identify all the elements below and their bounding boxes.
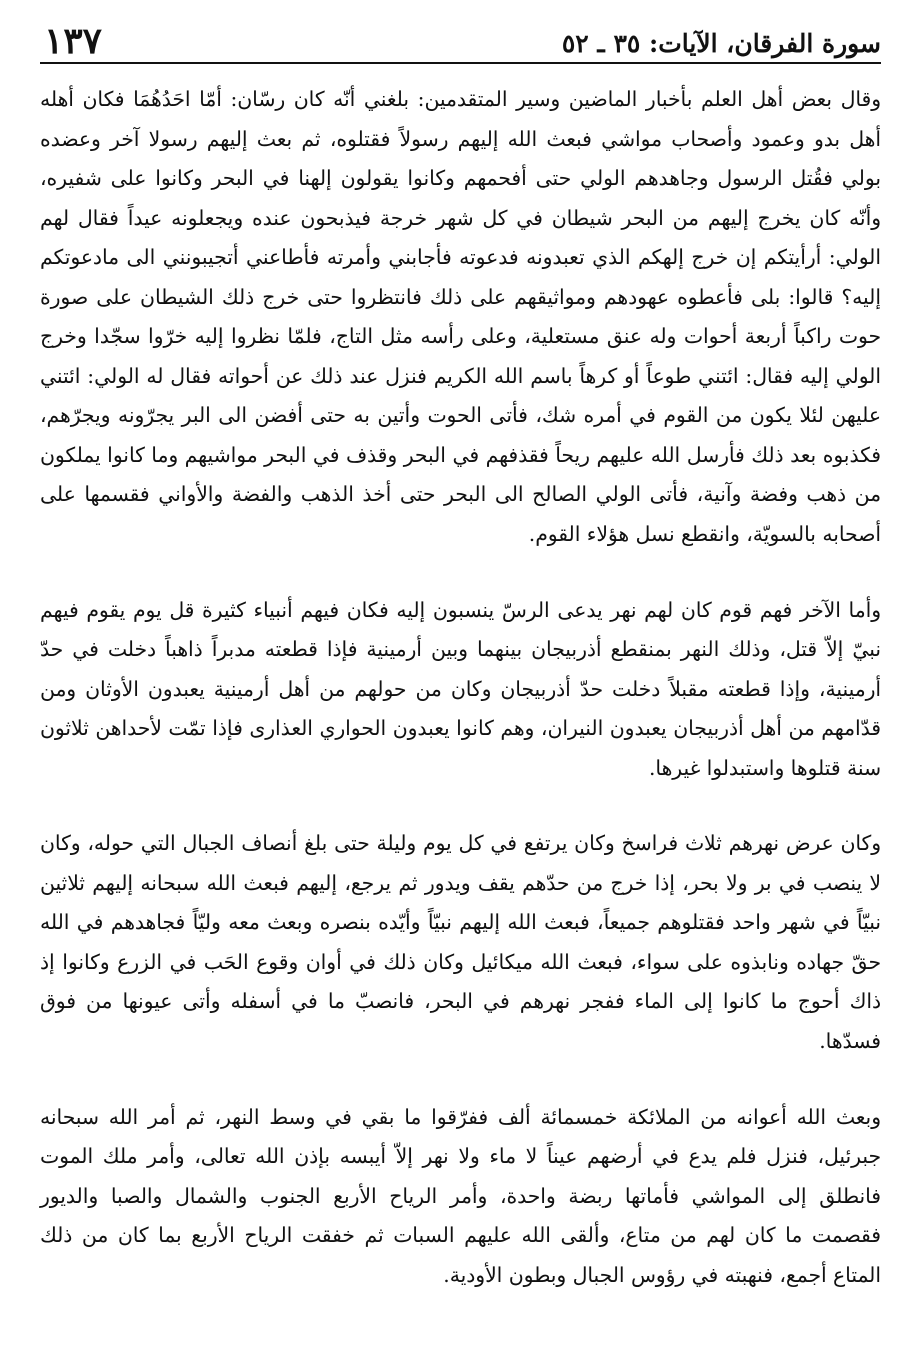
paragraph: وقال بعض أهل العلم بأخبار الماضين وسير المتقدمين: بلغني أنّه كان رسّان: أمّا احَدُهُمَا فكان أهله أهل بدو وعمود وأصحاب مواشي فبعث الله إليهم رسولاً فقتلوه، ثم بعث إليهم رسولا آخر وعضده بولي فقُتل الرسول وجاهدهم الولي حتى أفحمهم وكانوا يقولون إلهنا في البحر وكانوا على شفيره، وأنّه كان يخرج إليهم من البحر شيطان في كل شهر خرجة فيذبحون عنده ويجعلونه عيداً فقال لهم الولي: أرأيتكم إن خرج إلهكم الذي تعبدونه فدعوته فأجابني وأمرته فأطاعني أتجيبونني الى مادعوتكم إليه؟ قالوا: بلى فأعطوه عهودهم ومواثيقهم على ذلك فانتظروا حتى خرج ذلك الشيطان على صورة حوت راكباً أربعة أحوات وله عنق مستعلية، وعلى رأسه مثل التاج، فلمّا نظروا إليه خرّوا سجّدا وخرج الولي إليه فقال: ائتني طوعاً أو كرهاً باسم الله الكريم فنزل عند ذلك عن أحواته فقال له الولي: ائتني عليهن لئلا يكون من القوم في أمره شك، فأتى الحوت وأتين به حتى أفضن الى البر يجرّونه ويجرّهم، فكذبوه بعد ذلك فأرسل الله عليهم ريحاً فقذفهم في البحر وقذف في البحر مواشيهم وما كانوا يملكون من ذهب وفضة وآنية، فأتى الولي الصالح الى البحر حتى أخذ الذهب والفضة والأواني فقسمها على أصحابه بالسويّة، وانقطع نسل هؤلاء القوم. (40, 87, 881, 547)
paragraph: وأما الآخر فهم قوم كان لهم نهر يدعى الرسّ ينسبون إليه فكان فيهم أنبياء كثيرة قل يوم يقوم فيهم نبيّ إلاّ قتل، وذلك النهر بمنقطع أذربيجان بينهما وبين أرمينية فإذا قطعته مدبراً ذاهباً دخلت في حدّ أرمينية، وإذا قطعته مقبلاً دخلت حدّ أذربيجان وكان من حولهم من أهل أرمينية يعبدون الأوثان ومن قدّامهم من أهل أذربيجان يعبدون النيران، وهم كانوا يعبدون الحواري العذارى فإذا تمّت لأحداهن ثلاثون سنة قتلوها واستبدلوا غيرها. (40, 597, 881, 780)
running-head: سورة الفرقان، الآيات: ٣٥ ـ ٥٢ (561, 29, 881, 58)
page-header (40, 12, 881, 64)
paragraph: وكان عرض نهرهم ثلاث فراسخ وكان يرتفع في كل يوم وليلة حتى بلغ أنصاف الجبال التي حوله، وكان لا ينصب في بر ولا بحر، إذا خرج من حدّهم يقف ويدور ثم يرجع، إليهم فبعث الله سبحانه إليهم ثلاثين نبيّاً في شهر واحد فقتلوهم جميعاً، فبعث الله إليهم نبيّاً وأيّده بنصره وبعث معه وليّاً فجاهدهم في الله حقّ جهاده ونابذوه على سواء، فبعث الله ميكائيل وكان ذلك في أوان وقوع الحَب في الزرع وكانوا إذ ذاك أحوج ما كانوا إلى الماء ففجر نهرهم في البحر، فانصبّ ما في أسفله وأتى عيونها من فوق فسدّها. (40, 831, 881, 1054)
paragraph: وبعث الله أعوانه من الملائكة خمسمائة ألف ففرّقوا ما بقي في وسط النهر، ثم أمر الله سبحانه جبرئيل، فنزل فلم يدع في أرضهم عيناً لا ماء ولا نهر إلاّ أيبسه بإذن الله تعالى، وأمر ملك الموت فانطلق إلى المواشي فأماتها ربضة واحدة، وأمر الرياح الأربع الجنوب والشمال والصبا والديور فقصمت ما كان لهم من متاع، وألقى الله عليهم السبات ثم خفقت الرياح الأربع بما كان من ذلك المتاع أجمع، فنهبته في رؤوس الجبال وبطون الأودية. (40, 1104, 881, 1287)
body-text (40, 80, 881, 1295)
page-number: ١٣٧ (44, 20, 103, 62)
